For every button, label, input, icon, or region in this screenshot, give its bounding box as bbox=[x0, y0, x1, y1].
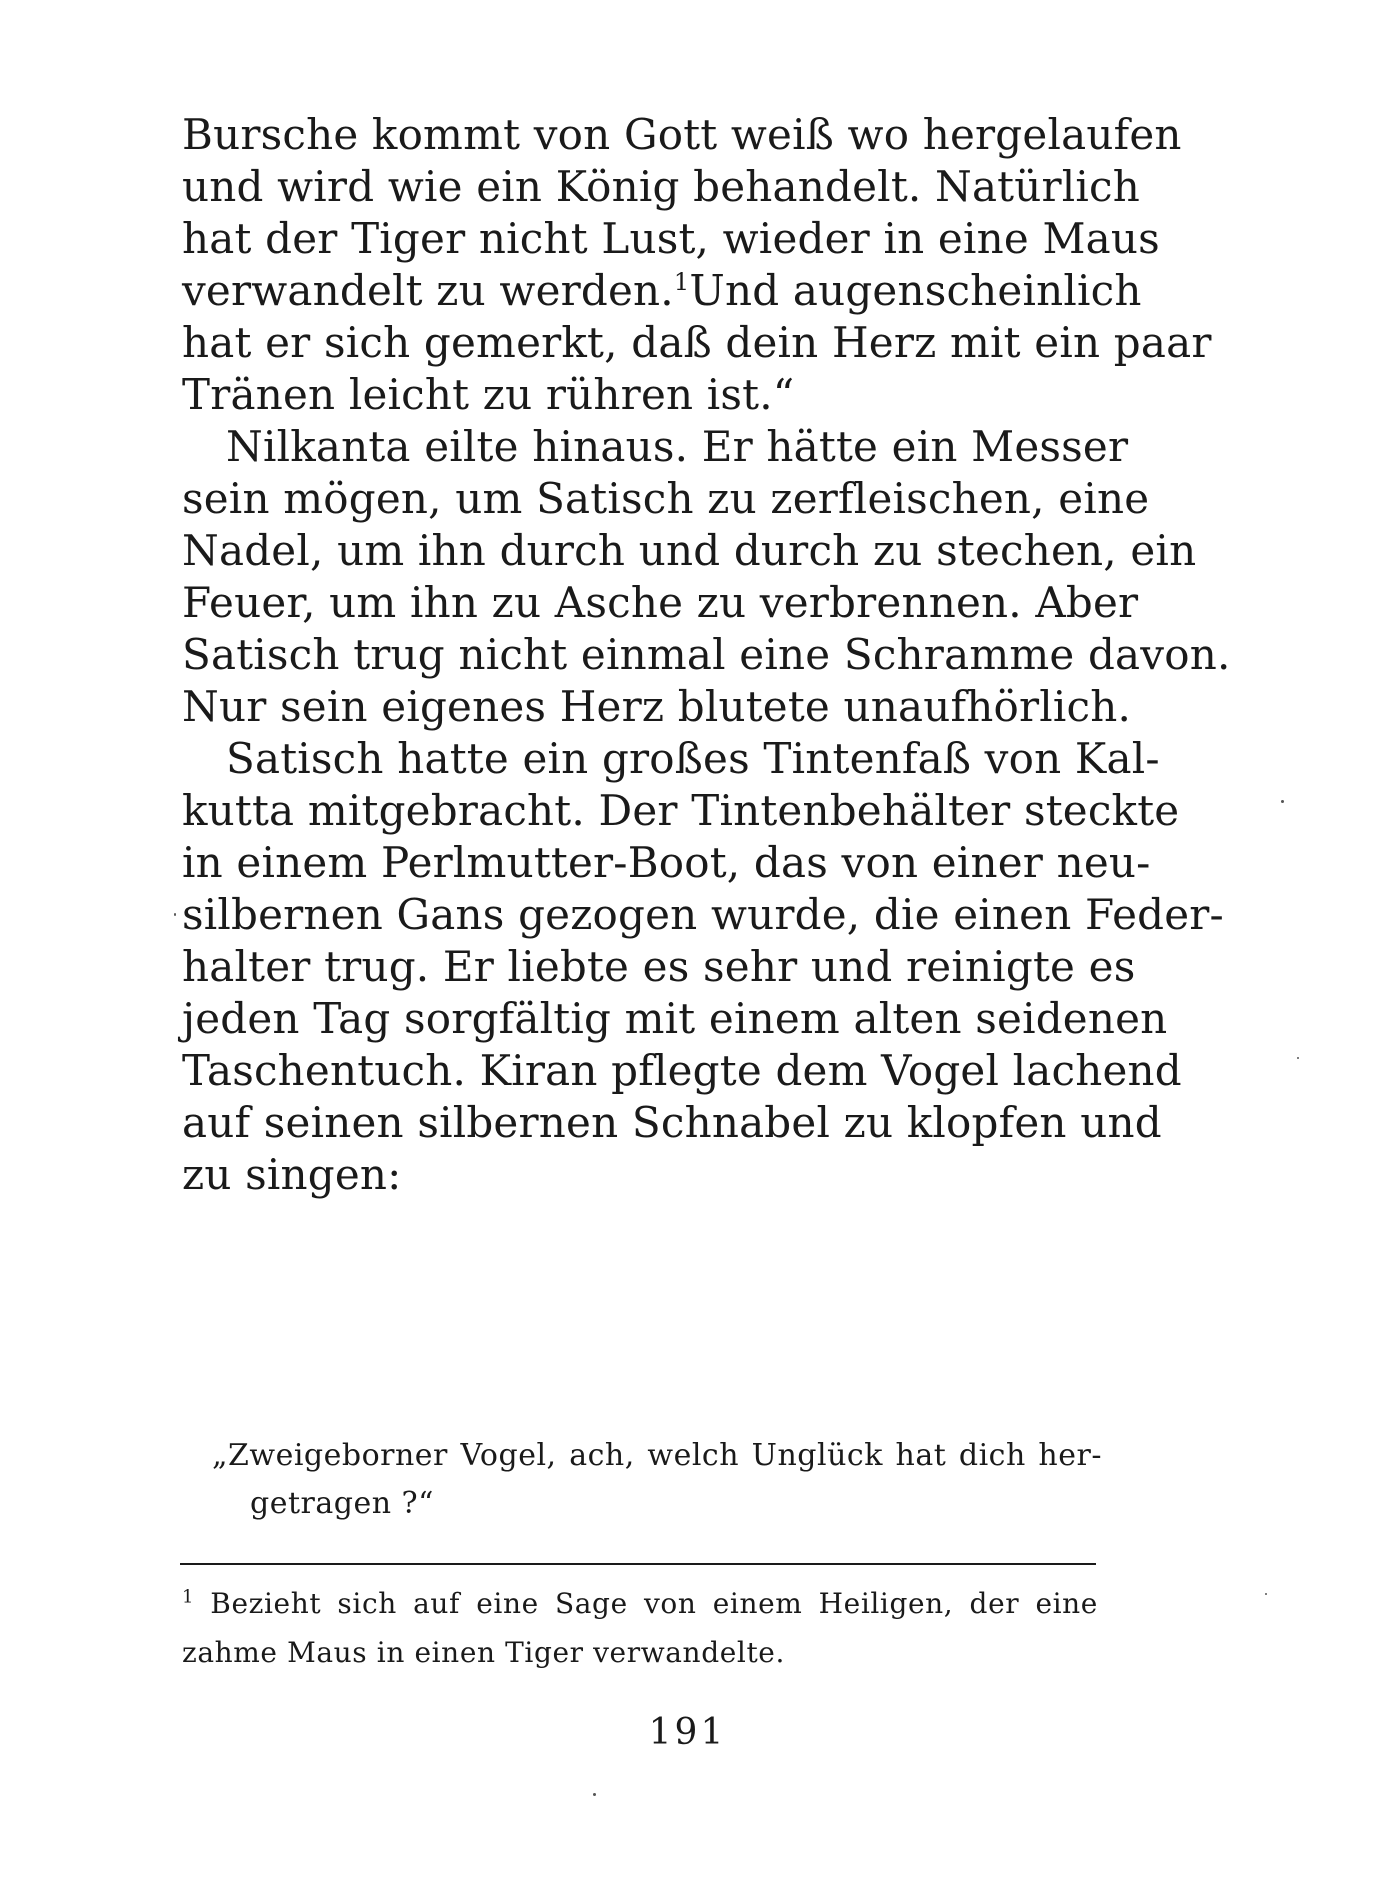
text-line-3: hat der Tiger nicht Lust, wieder in eine Maus bbox=[182, 214, 1160, 263]
text-line-6: Tränen leicht zu rühren ist.“ bbox=[182, 370, 795, 419]
paragraph-2-line-4: Feuer, um ihn zu Asche zu verbrennen. Aber bbox=[182, 578, 1139, 627]
paragraph-3-line-1: Satisch hatte ein großes Tintenfaß von Kal- bbox=[226, 734, 1160, 783]
paragraph-3-line-3: in einem Perlmutter-Boot, das von einer neu- bbox=[182, 838, 1151, 887]
footnote-line-1 bbox=[182, 1581, 1098, 1627]
scan-speck bbox=[593, 1793, 596, 1796]
paragraph-2-line-3: Nadel, um ihn durch und durch zu stechen, ein bbox=[182, 526, 1197, 575]
scan-speck bbox=[174, 913, 176, 916]
text-line-4-end: Und augenscheinlich bbox=[689, 266, 1142, 315]
verse-line-2: getragen ?“ bbox=[250, 1486, 434, 1521]
paragraph-3-line-6: jeden Tag sorgfältig mit einem alten seidenen bbox=[182, 994, 1168, 1043]
paragraph-2-line-6: Nur sein eigenes Herz blutete unaufhörlich. bbox=[182, 682, 1132, 731]
text-line-5: hat er sich gemerkt, daß dein Herz mit ein paar bbox=[182, 318, 1212, 367]
paragraph-3-line-9: zu singen: bbox=[182, 1150, 402, 1199]
footnote-text-1: Bezieht sich auf eine Sage von einem Heiligen, der eine bbox=[210, 1587, 1098, 1620]
text-line-4-start: verwandelt zu werden.$^1$ bbox=[182, 266, 690, 315]
footnote-marker: 1 bbox=[182, 1586, 195, 1608]
paragraph-3-line-4: silbernen Gans gezogen wurde, die einen Feder- bbox=[182, 890, 1224, 939]
text-line-1: Bursche kommt von Gott weiß wo hergelaufen bbox=[182, 110, 1182, 159]
paragraph-3-line-8: auf seinen silbernen Schnabel zu klopfen und bbox=[182, 1098, 1162, 1147]
verse-line-1: „Zweigeborner Vogel, ach, welch Unglück hat dich her- bbox=[212, 1438, 1102, 1473]
paragraph-3-line-2: kutta mitgebracht. Der Tintenbehälter steckte bbox=[182, 786, 1180, 835]
paragraph-3-line-7: Taschentuch. Kiran pflegte dem Vogel lachend bbox=[182, 1046, 1182, 1095]
footnote-reference: 1 bbox=[673, 268, 690, 296]
paragraph-3-line-5: halter trug. Er liebte es sehr und reinigte es bbox=[182, 942, 1136, 991]
text-line-2: und wird wie ein König behandelt. Natürlich bbox=[182, 162, 1141, 211]
scan-speck bbox=[1297, 1057, 1299, 1059]
paragraph-2-line-1: Nilkanta eilte hinaus. Er hätte ein Messer bbox=[226, 422, 1129, 471]
footnote-line-2: zahme Maus in einen Tiger verwandelte. bbox=[182, 1636, 785, 1669]
footnote-divider bbox=[180, 1563, 1096, 1565]
paragraph-2-line-5: Satisch trug nicht einmal eine Schramme davon. bbox=[182, 630, 1231, 679]
page-number: 191 bbox=[648, 1712, 727, 1753]
scan-speck bbox=[1281, 800, 1284, 803]
paragraph-2-line-2: sein mögen, um Satisch zu zerfleischen, eine bbox=[182, 474, 1150, 523]
scan-speck bbox=[1265, 1593, 1267, 1595]
